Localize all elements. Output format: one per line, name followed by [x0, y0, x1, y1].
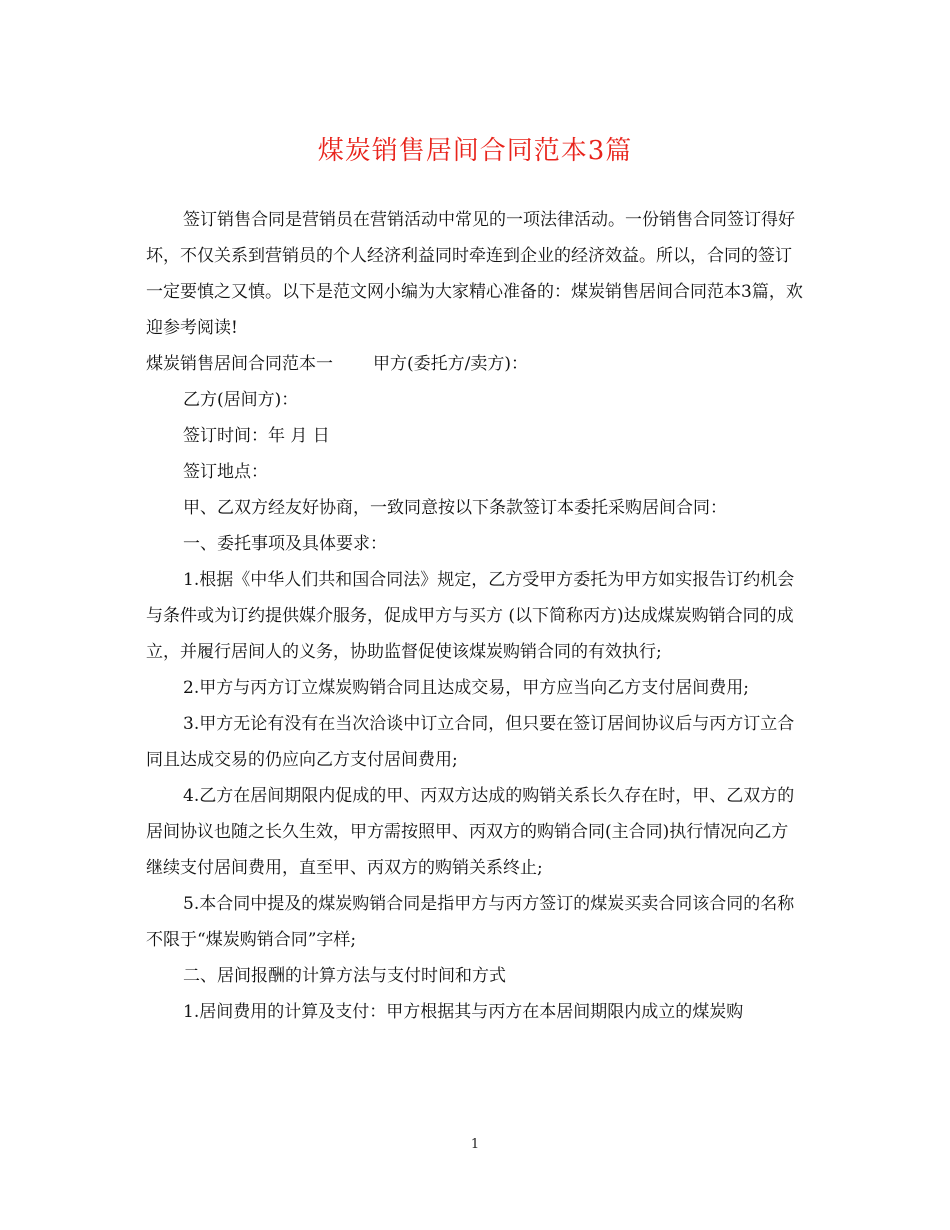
article1-heading: 一、委托事项及具体要求： [183, 534, 387, 554]
article1-item: 2.甲方与丙方订立煤炭购销合同且达成交易，甲方应当向乙方支付居间费用; [183, 678, 749, 698]
party-b-line: 乙方(居间方)： [183, 390, 299, 410]
article1-item: 1.根据《中华人们共和国合同法》规定，乙方受甲方委托为甲方如实报告订约机会与条件或为订约提供媒介服务，促成甲方与买方 (以下简称丙方)达成煤炭购销合同的成立，并履行居间人的义务，协助监督促使该煤炭购销合同的有效执行; [146, 570, 795, 662]
preamble-paragraph: 甲、乙双方经友好协商，一致同意按以下条款签订本委托采购居间合同： [183, 498, 727, 518]
sign-date-line: 签订时间：年 月 日 [183, 426, 330, 446]
article1-item: 3.甲方无论有没有在当次洽谈中订立合同，但只要在签订居间协议后与丙方订立合同且达成交易的仍应向乙方支付居间费用; [146, 714, 795, 770]
intro-paragraph: 签订销售合同是营销员在营销活动中常见的一项法律活动。一份销售合同签订得好坏，不仅关系到营销员的个人经济利益同时牵连到企业的经济效益。所以，合同的签订一定要慎之又慎。以下是范文网小编为大家精心准备的：煤炭销售居间合同范本3篇，欢迎参考阅读! [146, 210, 803, 338]
article1-item: 5.本合同中提及的煤炭购销合同是指甲方与丙方签订的煤炭买卖合同该合同的名称不限于“煤炭购销合同”字样; [146, 894, 795, 950]
section-heading-line [146, 346, 804, 382]
article2-heading: 二、居间报酬的计算方法与支付时间和方式 [183, 966, 506, 986]
article1-item: 4.乙方在居间期限内促成的甲、丙双方达成的购销关系长久存在时，甲、乙双方的居间协议也随之长久生效，甲方需按照甲、丙双方的购销合同(主合同)执行情况向乙方继续支付居间费用，直至甲、丙双方的购销关系终止; [146, 786, 795, 878]
document-title: 煤炭销售居间合同范本3篇 [317, 136, 633, 166]
document-body [146, 202, 804, 1030]
section-heading: 煤炭销售居间合同范本一 [146, 354, 333, 374]
article2-item: 1.居间费用的计算及支付：甲方根据其与丙方在本居间期限内成立的煤炭购 [183, 1002, 744, 1022]
party-a-line: 甲方(委托方/卖方)： [373, 354, 528, 374]
sign-place-line: 签订地点： [183, 462, 268, 482]
page-number: 1 [470, 1137, 480, 1152]
